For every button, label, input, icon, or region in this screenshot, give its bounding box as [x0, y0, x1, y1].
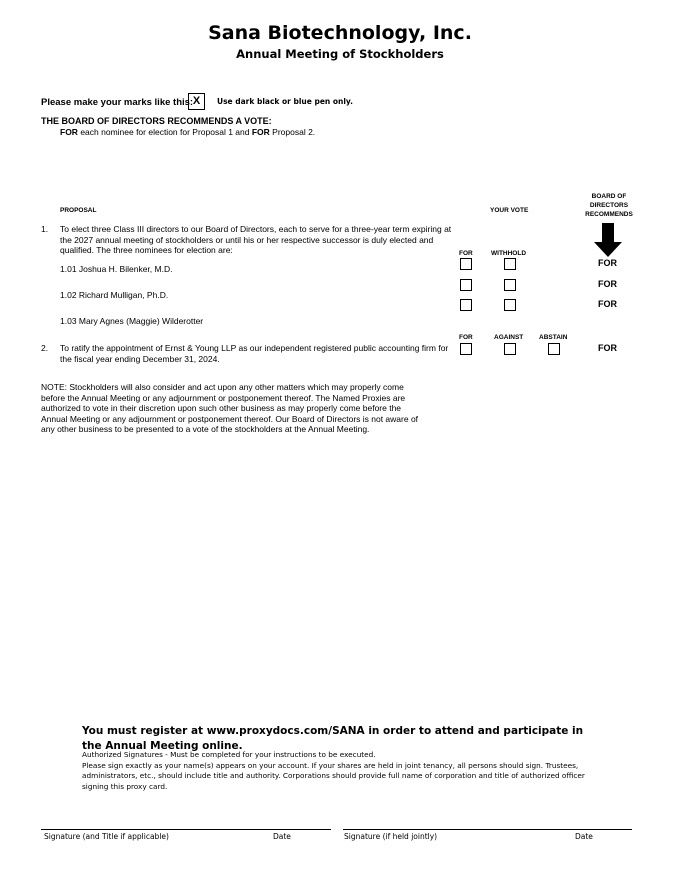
board-header-line: BOARD OF	[591, 193, 627, 200]
board-detail-mid: each nominee for election for Proposal 1 and	[77, 127, 252, 137]
proposal-1-withhold-header: WITHHOLD	[491, 250, 527, 257]
pen-note: Use dark black or blue pen only.	[217, 97, 353, 106]
nominee-1-for-checkbox[interactable]	[460, 258, 472, 270]
please-sign-note: Please sign exactly as your name(s) appears on your account. If your shares are held in joint tenancy, all persons should sign. Trustees, administrators, etc., should include title and authority. Corporations should provide full name of corporation and title of authorized officer signing this proxy card.	[82, 760, 585, 791]
nominee-2-name: 1.02 Richard Mulligan, Ph.D.	[60, 290, 169, 300]
proposal-2-abstain-checkbox[interactable]	[548, 343, 560, 355]
for-label: FOR	[251, 127, 270, 137]
board-recommendation-detail	[60, 127, 315, 137]
marks-instruction: Please make your marks like this:	[41, 97, 194, 108]
board-recommendation-heading: THE BOARD OF DIRECTORS RECOMMENDS A VOTE:	[41, 116, 272, 126]
proposal-header: PROPOSAL	[60, 207, 97, 214]
for-label: FOR	[60, 127, 78, 137]
proposal-2-against-header: AGAINST	[494, 334, 524, 341]
note-paragraph: NOTE: Stockholders will also consider and act upon any other matters which may properly come before the Annual Meeting or any adjournment or postponement thereof. The Named Proxies are authorized to vote in their discretion upon such other business as may properly come before the Annual Meeting or any adjournment or postponement thereof. Our Board of Directors is not aware of any other business to be presented to a vote of the stockholders at the Annual Meeting.	[41, 382, 419, 434]
down-arrow-icon	[594, 223, 622, 257]
company-name: Sana Biotechnology, Inc.	[208, 22, 472, 44]
nominee-1-board-rec: FOR	[598, 258, 617, 268]
signature-1-label: Signature (and Title if applicable)	[44, 832, 169, 841]
nominee-1-name: 1.01 Joshua H. Bilenker, M.D.	[60, 264, 173, 274]
meeting-title: Annual Meeting of Stockholders	[236, 47, 444, 61]
proposal-2-abstain-header: ABSTAIN	[539, 334, 568, 341]
signature-line-2[interactable]	[343, 829, 632, 830]
signature-line-1[interactable]	[41, 829, 331, 830]
nominee-2-withhold-checkbox[interactable]	[504, 279, 516, 291]
nominee-3-withhold-checkbox[interactable]	[504, 299, 516, 311]
signature-instructions	[82, 750, 602, 792]
proposal-2-for-header: FOR	[459, 334, 473, 341]
board-detail-end: Proposal 2.	[269, 127, 316, 137]
nominee-3-name: 1.03 Mary Agnes (Maggie) Wilderotter	[60, 316, 204, 326]
proposal-1-for-header: FOR	[459, 250, 473, 257]
mark-example-box: X	[188, 93, 205, 110]
nominee-1-withhold-checkbox[interactable]	[504, 258, 516, 270]
proposal-1-text: To elect three Class III directors to our Board of Directors, each to serve for a three-year term expiring at the 2027 annual meeting of stockholders or until his or her respective successor is duly elected and qualified. The three nominees for election are:	[60, 224, 452, 255]
proposal-2-text: To ratify the appointment of Ernst & Young LLP as our independent registered public accounting firm for the fiscal year ending December 31, 2024.	[60, 343, 449, 364]
registration-notice: You must register at www.proxydocs.com/SANA in order to attend and participate in the Annual Meeting online.	[82, 725, 584, 752]
proposal-2-for-checkbox[interactable]	[460, 343, 472, 355]
date-1-label: Date	[273, 832, 291, 841]
nominee-3-board-rec: FOR	[598, 299, 617, 309]
authorized-signatures-note: Authorized Signatures - Must be completed for your instructions to be executed.	[82, 750, 376, 759]
nominee-2-for-checkbox[interactable]	[460, 279, 472, 291]
your-vote-header: YOUR VOTE	[490, 207, 529, 214]
board-recommends-header	[580, 192, 638, 219]
nominee-2-board-rec: FOR	[598, 279, 617, 289]
proposal-2-board-rec: FOR	[598, 343, 617, 353]
proposal-1-number: 1.	[41, 224, 49, 234]
signature-2-label: Signature (if held jointly)	[344, 832, 438, 841]
nominee-3-for-checkbox[interactable]	[460, 299, 472, 311]
date-2-label: Date	[575, 832, 593, 841]
board-header-line: DIRECTORS	[589, 202, 629, 209]
proposal-2-number: 2.	[41, 343, 49, 353]
board-header-line: RECOMMENDS	[585, 211, 633, 218]
proposal-2-against-checkbox[interactable]	[504, 343, 516, 355]
